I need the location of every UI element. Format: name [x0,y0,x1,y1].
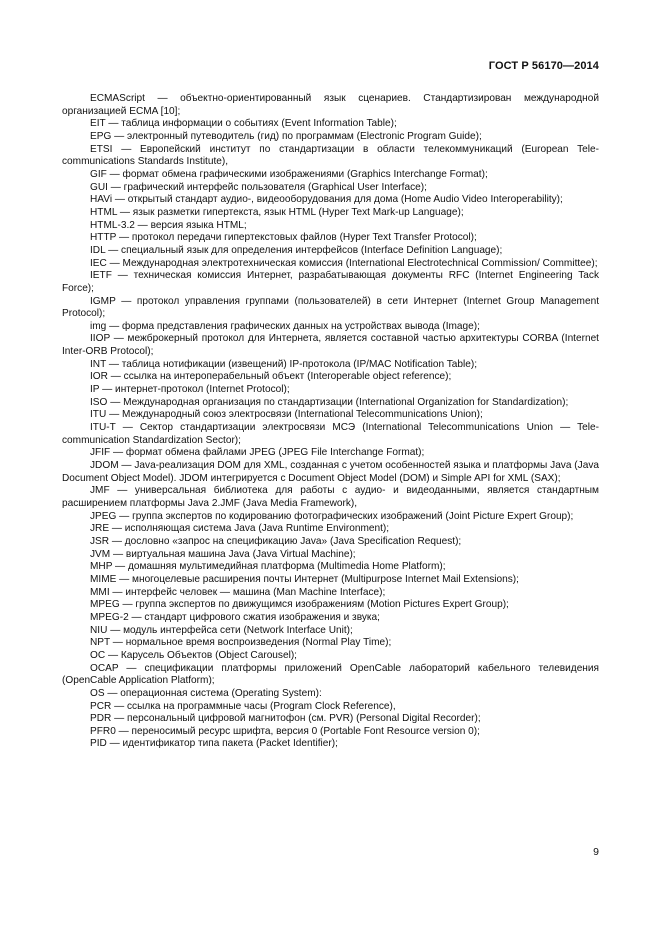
abbreviation-entry: ITU — Международный союз электросвязи (International Telecommunications Union); [90,409,483,421]
abbreviation-entry: NPT — нормальное время воспроизведения (Normal Play Time); [90,637,392,649]
abbreviation-entry: OS — операционная система (Operating System): [90,687,322,699]
abbreviation-entry: IIOP — межброкерный протокол для Интернета, является составной частью архитектуры CORBA (Internet Inter-ORB Protocol); [62,333,599,358]
abbreviation-entry: IOR — ссылка на интероперабельный объект (Interoperable object reference); [90,371,452,383]
abbreviation-entry: ETSI — Европейский институт по стандартизации в области телекоммуникаций (European Telecommunications Standards Institute), [62,143,599,168]
abbreviation-entry: JFIF — формат обмена файлами JPEG (JPEG File Interchange Format); [90,447,425,459]
abbreviation-entry: IP — интернет-протокол (Internet Protocol); [90,384,290,396]
abbreviation-entry: JRE — исполняющая система Java (Java Runtime Environment); [90,523,390,535]
abbreviation-entry: MPEG — группа экспертов по движущимся изображениям (Motion Pictures Expert Group); [90,599,509,611]
abbreviation-entry: HTML-3.2 — версия языка HTML; [90,219,247,231]
abbreviation-entry: ISO — Международная организация по стандартизации (International Organization for Standardization); [90,396,569,408]
abbreviation-list [62,93,599,751]
abbreviation-entry: PFR0 — переносимый ресурс шрифта, версия 0 (Portable Font Resource version 0); [90,725,480,737]
abbreviation-entry: IGMP — протокол управления группами (пользователей) в сети Интернет (Internet Group Management Protocol); [62,295,599,320]
abbreviation-entry: HAVi — открытый стандарт аудио-, видеооборудования для дома (Home Audio Video Interoperability); [90,194,563,206]
abbreviation-entry: GUI — графический интерфейс пользователя (Graphical User Interface); [90,181,427,193]
abbreviation-entry: PID — идентификатор типа пакета (Packet Identifier); [90,738,338,750]
abbreviation-entry: ITU-T — Сектор стандартизации электросвязи МСЭ (International Telecommunications Union — Telecommunication Standardization Sector); [62,422,599,446]
abbreviation-entry: OC — Карусель Объектов (Object Carousel); [90,649,297,661]
page-number: 9 [593,846,599,858]
abbreviation-entry: ECMAScript — объектно-ориентированный язык сценариев. Стандартизирован международной организацией ECMA [10]; [62,93,599,117]
abbreviation-entry: JSR — дословно «запрос на спецификацию Java» (Java Specification Request); [90,535,462,547]
abbreviation-entry: MIME — многоцелевые расширения почты Интернет (Multipurpose Internet Mail Extensions); [90,573,519,585]
abbreviation-entry: PDR — персональный цифровой магнитофон (см. PVR) (Personal Digital Recorder); [90,713,481,725]
abbreviation-entry: IDL — специальный язык для определения интерфейсов (Interface Definition Language); [90,244,503,256]
abbreviation-entry: PCR — ссылка на программные часы (Program Clock Reference), [90,700,396,712]
abbreviation-entry: JVM — виртуальная машина Java (Java Virtual Machine); [90,548,356,560]
abbreviation-entry: IEC — Международная электротехническая комиссия (International Electrotechnical Commission/ Committee); [90,257,598,269]
abbreviation-entry: EPG — электронный путеводитель (гид) по программам (Electronic Program Guide); [90,130,482,142]
abbreviation-entry: EIT — таблица информации о событиях (Event Information Table); [90,118,397,130]
abbreviation-entry: HTTP — протокол передачи гипертекстовых файлов (Hyper Text Transfer Protocol); [90,232,477,244]
abbreviation-entry: MHP — домашняя мультимедийная платформа (Multimedia Home Platform); [90,561,446,573]
abbreviation-entry: INT — таблица нотификации (извещений) IP-протокола (IP/MAC Notification Table); [90,358,478,370]
abbreviation-entry: GIF — формат обмена графическими изображениями (Graphics Interchange Format); [90,168,488,180]
abbreviation-entry: NIU — модуль интерфейса сети (Network Interface Unit); [90,624,353,636]
abbreviation-entry: HTML — язык разметки гипертекста, язык HTML (Hyper Text Mark-up Language); [90,206,464,218]
abbreviation-entry: JMF — универсальная библиотека для работы с аудио- и видеоданными, является стандартным расширением платформы Java 2.JMF (Java Media Framework), [62,485,599,509]
abbreviation-entry: JPEG — группа экспертов по кодированию фотографических изображений (Joint Picture Expert Group); [90,510,574,522]
abbreviation-entry: IETF — техническая комиссия Интернет, разрабатывающая документы RFC (Internet Engineering Tack Force); [62,270,599,294]
abbreviation-entry: JDOM — Java-реализация DOM для XML, созданная с учетом особенностей языка и платформы Java (Java Document Object Model). JDOM интегрируется с Document Object Model (DOM) и Simple API for XML (SAX); [62,460,599,484]
abbreviation-entry: OCAP — спецификации платформы приложений OpenCable лабораторий кабельного телевидения (OpenCable Application Platform); [62,662,599,687]
abbreviation-entry: MMI — интерфейс человек — машина (Man Machine Interface); [90,586,386,598]
standard-designation: ГОСТ Р 56170—2014 [488,60,599,72]
abbreviation-entry: MPEG-2 — стандарт цифрового сжатия изображения и звука; [90,611,380,623]
abbreviation-entry: img — форма представления графических данных на устройствах вывода (Image); [90,320,480,332]
